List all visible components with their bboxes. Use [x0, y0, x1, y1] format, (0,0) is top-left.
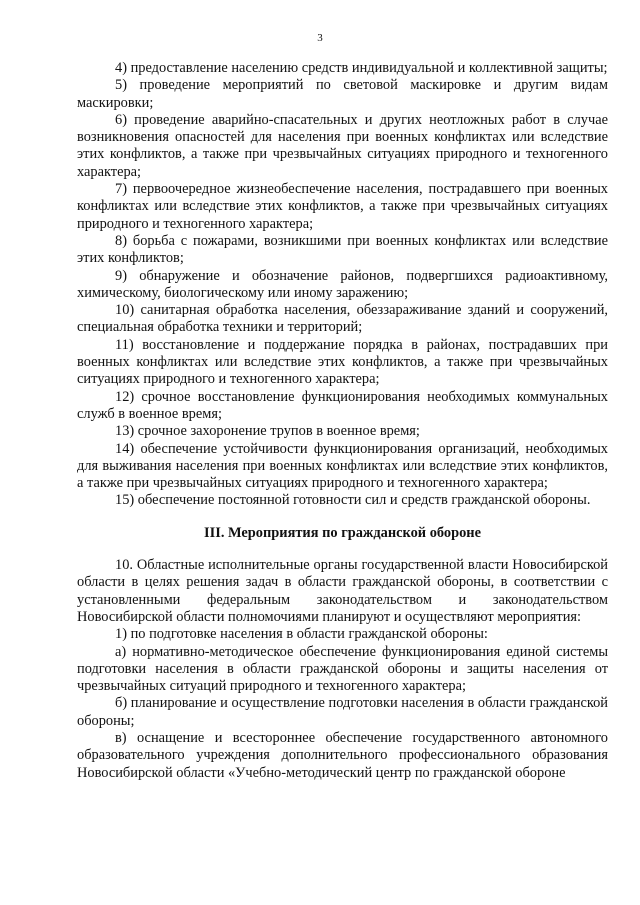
- list-item: 12) срочное восстановление функционирования необходимых коммунальных служб в военное время;: [77, 388, 608, 422]
- section-heading: III. Мероприятия по гражданской обороне: [204, 524, 481, 541]
- list-item: 13) срочное захоронение трупов в военное время;: [115, 423, 420, 440]
- list-item: в) оснащение и всестороннее обеспечение государственного автономного образовательного учреждения дополнительного профессионального образования Новосибирской области «Учебно-методический центр по гражданской обороне: [77, 729, 608, 781]
- paragraph: 10. Областные исполнительные органы государственной власти Новосибирской области в целях решения задач в области гражданской обороны, в соответствии с установленными федеральным законодательством и законодательством Новосибирской области полномочиями планируют и осуществляют мероприятия:: [77, 557, 608, 625]
- page-number: 3: [317, 32, 323, 44]
- body-text: [77, 60, 608, 782]
- list-item: 7) первоочередное жизнеобеспечение населения, пострадавшего при военных конфликтах или вследствие этих конфликтов, а также при чрезвычайных ситуациях природного и техногенного характера;: [77, 181, 608, 232]
- list-item: 4) предоставление населению средств индивидуальной и коллективной защиты;: [115, 60, 608, 76]
- list-item: 8) борьба с пожарами, возникшими при военных конфликтах или вследствие этих конфликтов;: [77, 232, 608, 267]
- list-item: б) планирование и осуществление подготовки населения в области гражданской обороны;: [77, 695, 608, 729]
- list-item: а) нормативно-методическое обеспечение функционирования единой системы подготовки населения в области гражданской обороны и защиты населения от чрезвычайных ситуаций природного и техногенного характера;: [77, 643, 608, 695]
- list-item: 14) обеспечение устойчивости функционирования организаций, необходимых для выживания населения при военных конфликтах или вследствие этих конфликтов, а также при чрезвычайных ситуациях природного и техногенного характера;: [77, 440, 608, 492]
- list-item: 11) восстановление и поддержание порядка в районах, пострадавших при военных конфликтах или вследствие этих конфликтов, а также при чрезвычайных ситуациях природного и техногенного характера;: [77, 336, 608, 388]
- list-item: 5) проведение мероприятий по световой маскировке и другим видам маскировки;: [77, 77, 608, 111]
- list-item: 1) по подготовке населения в области гражданской обороны:: [115, 626, 488, 643]
- list-item: 9) обнаружение и обозначение районов, подвергшихся радиоактивному, химическому, биологическому или иному заражению;: [77, 267, 608, 301]
- list-item: 15) обеспечение постоянной готовности сил и средств гражданской обороны.: [115, 492, 591, 509]
- list-item: 10) санитарная обработка населения, обеззараживание зданий и сооружений, специальная обработка техники и территорий;: [77, 302, 608, 336]
- list-item: 6) проведение аварийно-спасательных и других неотложных работ в случае возникновения опасностей для населения при военных конфликтах или вследствие этих конфликтов, а также при чрезвычайных ситуациях природного и техногенного характера;: [77, 111, 608, 180]
